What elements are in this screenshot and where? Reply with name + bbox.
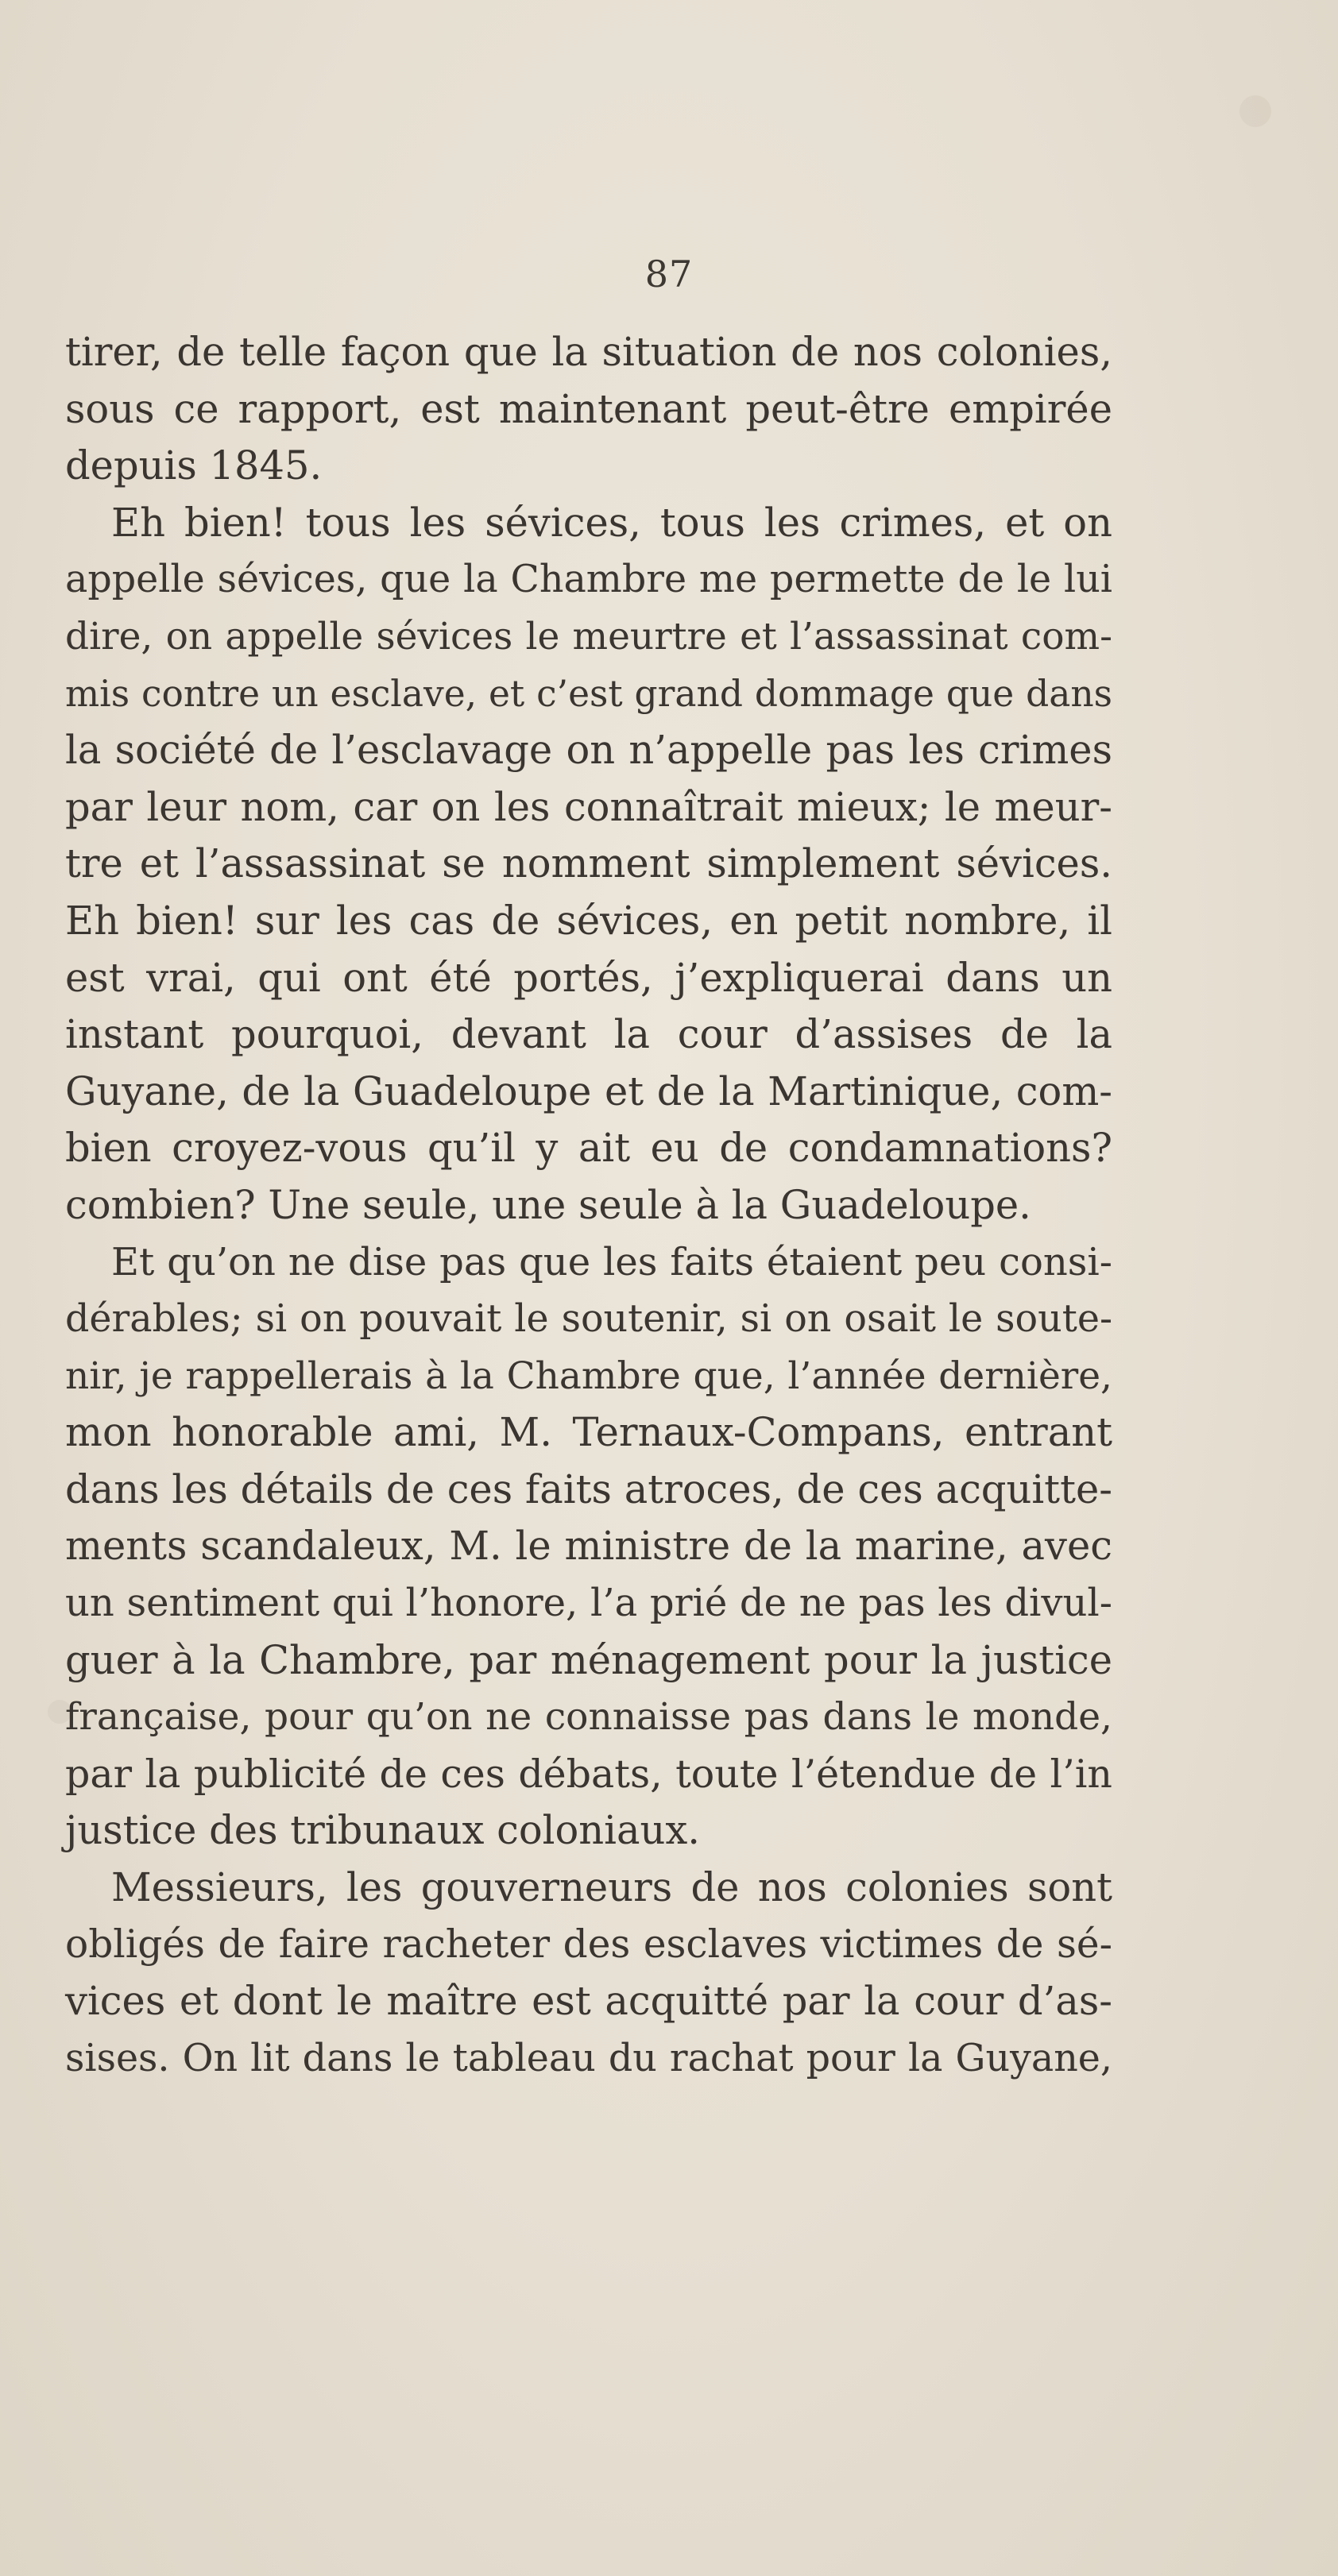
text-line: obligés de faire racheter des esclaves victimes de sé- (65, 1921, 1112, 1967)
text-line: guer à la Chambre, par ménagement pour la justice (65, 1636, 1112, 1683)
text-line: tirer, de telle façon que la situation de nos colonies, (65, 329, 1112, 375)
text-line: la société de l’esclavage on n’appelle pas les crimes (65, 727, 1112, 774)
text-line: est vrai, qui ont été portés, j’expliquerai dans un (65, 954, 1112, 1001)
page-number: 87 (644, 253, 694, 295)
text-line: un sentiment qui l’honore, l’a prié de ne pas les divul- (65, 1581, 1112, 1626)
text-line: Eh bien! tous les sévices, tous les crimes, et on (111, 499, 1112, 546)
text-line: française, pour qu’on ne connaisse pas dans le monde, (65, 1695, 1112, 1740)
text-line: Guyane, de la Guadeloupe et de la Martinique, com- (65, 1068, 1112, 1114)
text-line: combien? Une seule, une seule à la Guadeloupe. (65, 1181, 1031, 1228)
text-line: tre et l’assassinat se nomment simplement sévices. (65, 840, 1112, 887)
text-line: dérables; si on pouvait le soutenir, si on osait le soute- (65, 1297, 1112, 1342)
text-line: vices et dont le maître est acquitté par la cour d’as- (65, 1978, 1112, 2025)
text-line: Eh bien! sur les cas de sévices, en petit nombre, il (65, 897, 1112, 944)
text-line: par la publicité de ces débats, toute l’étendue de l’in (65, 1751, 1112, 1797)
text-line: depuis 1845. (65, 442, 323, 489)
text-line: mon honorable ami, M. Ternaux-Compans, entrant (65, 1409, 1112, 1456)
text-line: bien croyez-vous qu’il y ait eu de condamnations? (65, 1125, 1112, 1172)
text-line: Messieurs, les gouverneurs de nos colonies sont (111, 1864, 1112, 1911)
paper-stain (1239, 95, 1271, 127)
text-line: nir, je rappellerais à la Chambre que, l’année dernière, (65, 1354, 1112, 1398)
text-line: appelle sévices, que la Chambre me permette de le lui (65, 558, 1112, 602)
text-line: dans les détails de ces faits atroces, de ces acquitte- (65, 1466, 1112, 1512)
text-line: Et qu’on ne dise pas que les faits étaient peu consi- (111, 1239, 1112, 1284)
text-line: mis contre un esclave, et c’est grand dommage que dans (65, 672, 1112, 715)
text-line: dire, on appelle sévices le meurtre et l’assassinat com- (65, 614, 1112, 658)
text-line: justice des tribunaux coloniaux. (65, 1807, 701, 1854)
body-text (65, 324, 1112, 2087)
text-line: instant pourquoi, devant la cour d’assises de la (65, 1011, 1112, 1058)
text-line: sous ce rapport, est maintenant peut-être empirée (65, 385, 1112, 432)
text-line: par leur nom, car on les connaîtrait mieux; le meur- (65, 783, 1112, 830)
text-line: ments scandaleux, M. le ministre de la marine, avec (65, 1523, 1112, 1570)
text-line: sises. On lit dans le tableau du rachat pour la Guyane, (65, 2036, 1112, 2080)
